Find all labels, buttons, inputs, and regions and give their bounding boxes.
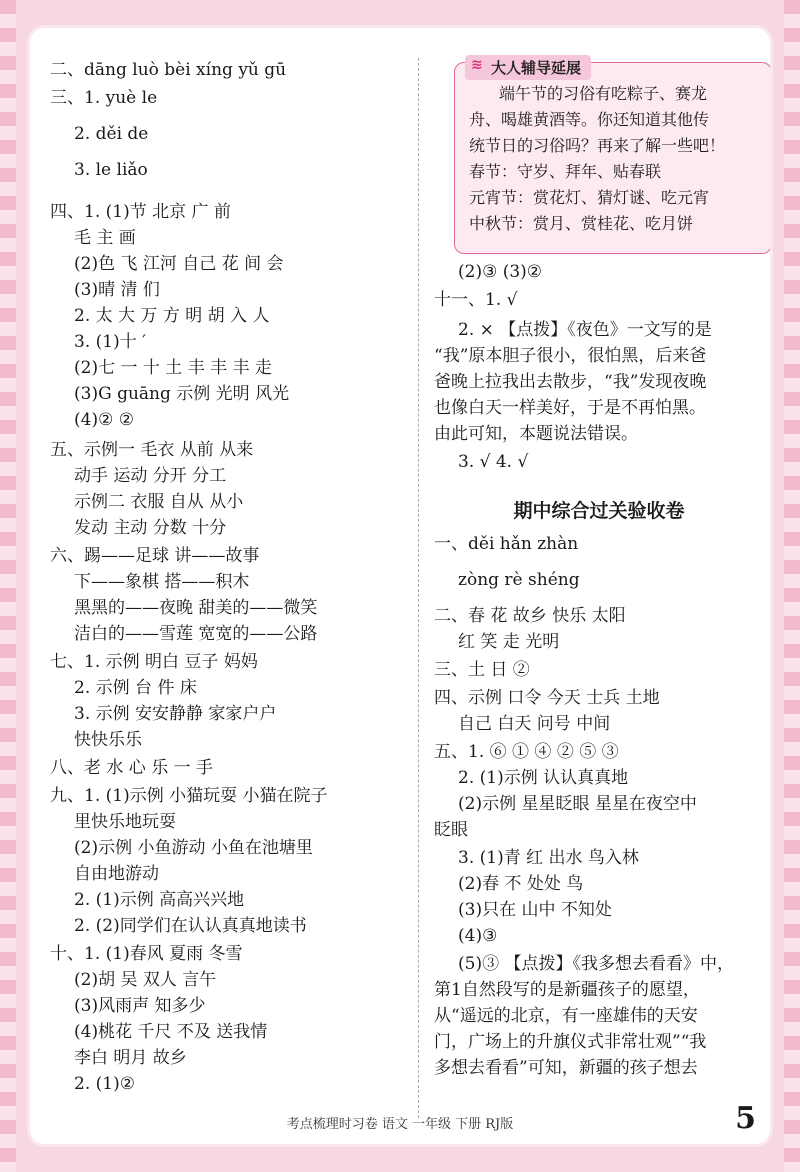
answer-line: (4)② ② [74, 410, 134, 430]
answer-line: 三、1. yuè le [50, 88, 158, 108]
answer-line: 四、1. (1)节 北京 广 前 [50, 202, 231, 222]
answer-line: 3. √ 4. √ [458, 452, 529, 472]
answer-line: 示例二 衣服 自从 从小 [74, 492, 244, 512]
answer-line: 红 笑 走 光明 [458, 632, 560, 652]
answer-line: 十、1. (1)春风 夏雨 冬雪 [50, 944, 243, 964]
answer-line: 发动 主动 分数 十分 [74, 518, 227, 538]
answer-line: 四、示例 口令 今天 士兵 土地 [434, 688, 660, 708]
section-heading: 期中综合过关验收卷 [513, 500, 685, 522]
answer-line: 毛 主 画 [74, 228, 136, 248]
answer-line: 2. (1)示例 认认真真地 [458, 768, 629, 788]
answer-line: 多想去看看”可知，新疆的孩子想去 [434, 1058, 698, 1078]
answer-line: 六、踢——足球 讲——故事 [50, 546, 260, 566]
answer-line: 二、春 花 故乡 快乐 太阳 [434, 606, 626, 626]
tip-box-title [465, 55, 591, 80]
answer-line: 十一、1. √ [434, 290, 518, 310]
answer-line: 3. le liǎo [74, 160, 148, 180]
tip-line: 统节日的习俗吗？再来了解一些吧！ [469, 136, 726, 155]
answer-line: 李白 明月 故乡 [74, 1048, 187, 1068]
tip-line: 元宵节：赏花灯、猜灯谜、吃元宵 [469, 188, 710, 207]
answer-page [30, 28, 770, 1144]
answer-line: 眨眼 [434, 820, 468, 840]
tip-box-title-text: 大人辅导延展 [491, 59, 582, 77]
answer-line: 自由地游动 [74, 864, 159, 884]
answer-line: (2)示例 小鱼游动 小鱼在池塘里 [74, 838, 313, 858]
answer-line: 二、dāng luò bèi xíng yǔ gū [50, 60, 287, 80]
tip-line: 端午节的习俗有吃粽子、赛龙 [499, 84, 708, 103]
answer-line: (2)示例 星星眨眼 星星在夜空中 [458, 794, 697, 814]
answer-line: (2)③ (3)② [458, 262, 543, 282]
left-decorative-border [0, 0, 16, 1172]
answer-line: 七、1. 示例 明白 豆子 妈妈 [50, 652, 258, 672]
answer-line: 下——象棋 搭——积木 [74, 572, 250, 592]
answer-line: (5)③ 【点拨】《我多想去看看》中， [458, 954, 734, 974]
column-divider [418, 58, 419, 1118]
answer-line: (3)风雨声 知多少 [74, 996, 206, 1016]
answer-line: (3)G guāng 示例 光明 风光 [74, 384, 290, 404]
parent-tip-box [454, 57, 770, 254]
wave-icon: ≋ [471, 57, 483, 73]
answer-line: 五、示例一 毛衣 从前 从来 [50, 440, 254, 460]
answer-line: 2. (1)② [74, 1074, 135, 1094]
answer-line: (2)胡 吴 双人 言午 [74, 970, 217, 990]
answer-line: 也像白天一样美好，于是不再怕黑。 [434, 398, 706, 418]
answer-line: 从“遥远的北京，有一座雄伟的天安 [434, 1006, 698, 1026]
answer-line: 2. (1)示例 高高兴兴地 [74, 890, 245, 910]
answer-line: (4)桃花 千尺 不及 送我情 [74, 1022, 268, 1042]
answer-line: 爸晚上拉我出去散步，“我”发现夜晚 [434, 372, 707, 392]
answer-line: 第1自然段写的是新疆孩子的愿望， [434, 980, 700, 1000]
answer-line: (2)色 飞 江河 自己 花 间 会 [74, 254, 284, 274]
answer-line: 2. (2)同学们在认认真真地读书 [74, 916, 307, 936]
answer-line: 2. × 【点拨】《夜色》一文写的是 [458, 320, 712, 340]
answer-line: 3. 示例 安安静静 家家户户 [74, 704, 277, 724]
answer-line: (2)春 不 处处 鸟 [458, 874, 584, 894]
page-footer: 考点梳理时习卷 语文 一年级 下册 RJ版 [286, 1117, 514, 1132]
tip-line: 舟、喝雄黄酒等。你还知道其他传 [469, 110, 710, 129]
answer-line: 2. 示例 台 件 床 [74, 678, 197, 698]
answer-line: 八、老 水 心 乐 一 手 [50, 758, 214, 778]
answer-line: (2)七 一 十 土 丰 丰 丰 走 [74, 358, 272, 378]
answer-line: 黑黑的——夜晚 甜美的——微笑 [74, 598, 318, 618]
answer-line: 洁白的——雪莲 宽宽的——公路 [74, 624, 318, 644]
answer-line: 3. (1)青 红 出水 鸟入林 [458, 848, 639, 868]
page-number: 5 [735, 1101, 756, 1136]
tip-line: 中秋节：赏月、赏桂花、吃月饼 [469, 214, 694, 233]
answer-line: 2. děi de [74, 124, 149, 144]
right-decorative-border [784, 0, 800, 1172]
answer-line: “我”原本胆子很小，很怕黑，后来爸 [434, 346, 707, 366]
answer-line: 一、děi hǎn zhàn [434, 534, 579, 554]
answer-line: 三、土 日 ② [434, 660, 530, 680]
answer-line: 九、1. (1)示例 小猫玩耍 小猫在院子 [50, 786, 328, 806]
answer-line: (3)晴 清 们 [74, 280, 160, 300]
answer-line: 门，广场上的升旗仪式非常壮观”“我 [434, 1032, 707, 1052]
answer-line: 动手 运动 分开 分工 [74, 466, 227, 486]
answer-line: 由此可知，本题说法错误。 [434, 424, 638, 444]
answer-line: (4)③ [458, 926, 498, 946]
answer-line: 五、1. ⑥ ① ④ ② ⑤ ③ [434, 742, 619, 762]
answer-line: 3. (1)十 ′ [74, 332, 146, 352]
tip-line: 春节：守岁、拜年、贴春联 [469, 162, 662, 181]
answer-line: 快快乐乐 [74, 730, 142, 750]
answer-line: 里快乐地玩耍 [74, 812, 176, 832]
answer-line: 自己 白天 问号 中间 [458, 714, 611, 734]
answer-line: (3)只在 山中 不知处 [458, 900, 612, 920]
answer-line: 2. 太 大 万 方 明 胡 入 人 [74, 306, 270, 326]
answer-line: zòng rè shéng [458, 570, 580, 590]
